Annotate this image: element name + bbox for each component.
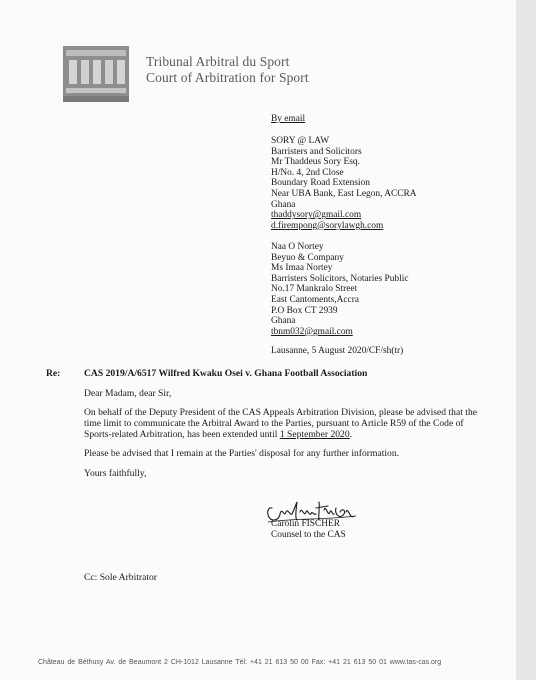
extended-deadline-date: 1 September 2020 xyxy=(279,429,350,441)
paragraph-1 xyxy=(84,407,477,441)
recipient2-street: No.17 Mankralo Street xyxy=(271,284,358,295)
signatory-name: Carolin FISCHER xyxy=(271,519,341,529)
date-reference: Lausanne, 5 August 2020/CF/sh(tr) xyxy=(271,346,404,356)
recipient2-area: East Cantoments,Accra xyxy=(271,294,359,305)
subject-line: CAS 2019/A/6517 Wilfred Kwaku Osei v. Ghana Football Association xyxy=(84,368,368,379)
recipient2-contact: Ms Imaa Nortey xyxy=(271,263,333,274)
org-name-english: Court of Arbitration for Sport xyxy=(146,70,309,85)
carbon-copy: Cc: Sole Arbitrator xyxy=(84,572,158,583)
signatory-title: Counsel to the CAS xyxy=(271,529,346,540)
recipient-block-1 xyxy=(271,136,417,231)
paragraph-2: Please be advised that I remain at the Parties' disposal for any further information. xyxy=(84,448,400,459)
recipient2-firm: Beyuo & Company xyxy=(271,252,344,263)
recipient1-firm-type: Barristers and Solicitors xyxy=(271,146,362,157)
letterhead-footer: Château de Béthusy Av. de Beaumont 2 CH-1012 Lausanne Tél: +41 21 613 50 00 Fax: +41 21 613 50 01 www.tas-cas.org xyxy=(38,659,442,666)
delivery-method: By email xyxy=(271,114,306,124)
cas-logo xyxy=(63,46,129,102)
recipient-block-2 xyxy=(271,242,408,337)
recipient2-country: Ghana xyxy=(271,316,296,327)
recipient1-street: Boundary Road Extension xyxy=(271,178,370,189)
recipient2-po-box: P.O Box CT 2939 xyxy=(271,305,338,316)
recipient2-name: Naa O Nortey xyxy=(271,242,324,252)
recipient1-address-line: H/No. 4, 2nd Close xyxy=(271,167,344,178)
paragraph-1-line-1: On behalf of the Deputy President of the CAS Appeals Arbitration Division, please be advised that the xyxy=(84,407,477,418)
subject-label: Re: xyxy=(46,368,61,379)
recipient2-firm-type: Barristers Solicitors, Notaries Public xyxy=(271,273,409,284)
recipient1-name: Mr Thaddeus Sory Esq. xyxy=(271,157,360,168)
recipient1-firm: SORY @ LAW xyxy=(271,136,330,146)
signatory-block xyxy=(271,519,346,540)
paragraph-1-line-3 xyxy=(84,429,477,440)
paragraph-1-line-2: time limit to communicate the Arbitral Award to the Parties, pursuant to Article R59 of the Code of xyxy=(84,418,464,430)
recipient2-email-link[interactable]: tbnm032@gmail.com xyxy=(271,326,353,337)
recipient1-area: Near UBA Bank, East Legon, ACCRA xyxy=(271,188,417,199)
closing: Yours faithfully, xyxy=(84,468,147,479)
paragraph-1-line-3-text: Sports-related Arbitration, has been extended until xyxy=(84,429,280,441)
salutation: Dear Madam, dear Sir, xyxy=(84,388,172,399)
page-edge xyxy=(516,0,536,680)
paragraph-1-line-3-end: . xyxy=(349,429,353,441)
recipient1-country: Ghana xyxy=(271,199,296,210)
recipient1-email-link-2[interactable]: d.firempong@sorylawgh.com xyxy=(271,220,384,231)
org-name-french: Tribunal Arbitral du Sport xyxy=(146,54,290,69)
recipient1-email-link-1[interactable]: thaddysory@gmail.com xyxy=(271,210,362,221)
